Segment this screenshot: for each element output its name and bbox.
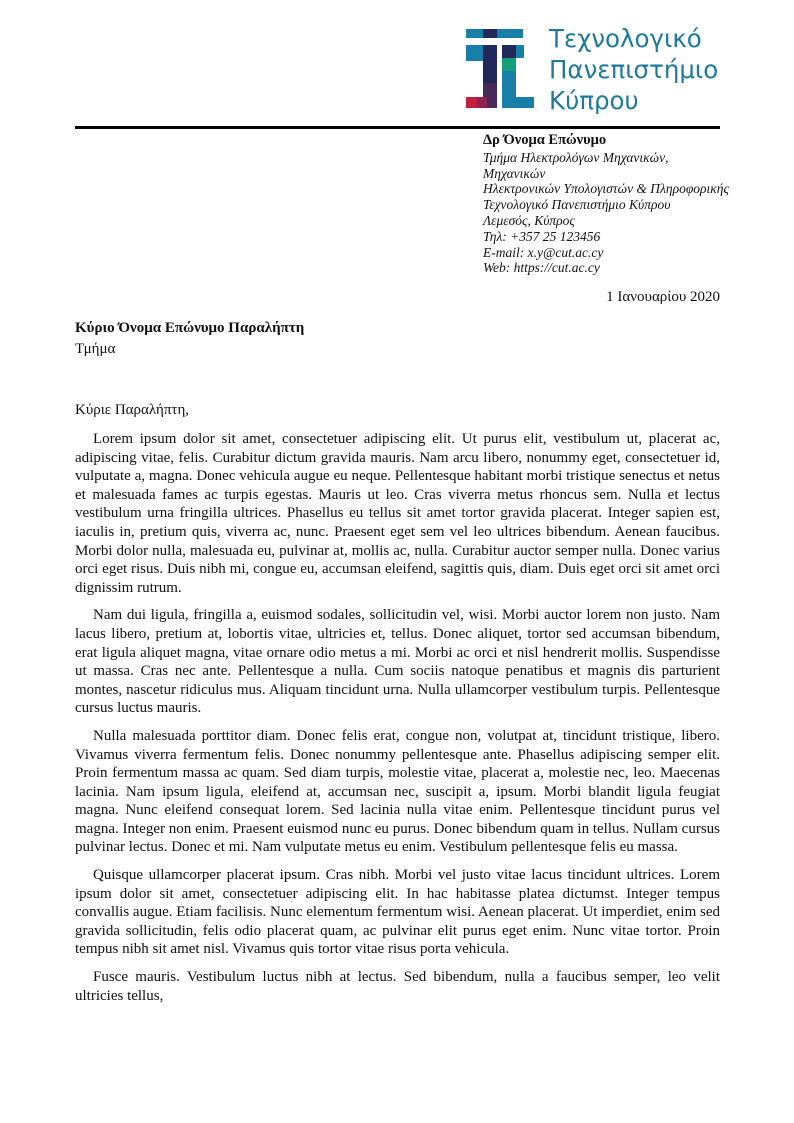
sender-block: [483, 133, 733, 276]
letter-date: 1 Ιανουαρίου 2020: [606, 289, 720, 305]
sender-line-university: Τεχνολογικό Πανεπιστήμιο Κύπρου: [483, 197, 671, 213]
recipient-name: Κύριο Όνομα Επώνυμο Παραλήπτη: [75, 320, 305, 336]
sender-line-department-1: Τμήμα Ηλεκτρολόγων Μηχανικών, Μηχανικών: [483, 149, 669, 181]
recipient-block: [75, 318, 304, 361]
university-name-line: Κύπρου: [549, 86, 639, 115]
university-name: [549, 23, 718, 116]
cut-university-logo-icon: [466, 28, 534, 108]
sender-line-city: Λεμεσός, Κύπρος: [483, 212, 575, 228]
logo-right-glyph: [502, 45, 534, 108]
letterhead: [466, 24, 719, 116]
letterhead-rule: [75, 126, 720, 129]
university-name-line: Πανεπιστήμιο: [549, 55, 719, 84]
body-paragraph: Lorem ipsum dolor sit amet, consectetuer adipiscing elit. Ut purus elit, vestibulum ut, placerat ac, adipiscing vitae, felis. Curabitur dictum gravida mauris. Nam arcu libero, nonummy eget, consectetuer id, vulputate a, magna. Donec vehicula augue eu neque. Pellentesque habitant morbi tristique senectus et netus et malesuada fames ac turpis egestas. Mauris ut leo. Cras viverra metus rhoncus sem. Nulla et lectus vestibulum urna fringilla ultrices. Phasellus eu tellus sit amet tortor gravida placerat. Integer sapien est, iaculis in, pretium quis, viverra ac, nunc. Praesent eget sem vel leo ultrices bibendum. Aenean faucibus. Morbi dolor nulla, malesuada eu, pulvinar at, mollis ac, nulla. Curabitur auctor semper nulla. Donec varius orci eget risus. Duis nibh mi, congue eu, accumsan eleifend, sagittis quis, diam. Duis eget orci sit amet orci dignissim rutrum.: [75, 431, 720, 596]
salutation: Κύριε Παραλήπτη,: [75, 402, 190, 418]
body-paragraph: Quisque ullamcorper placerat ipsum. Cras nibh. Morbi vel justo vitae lacus tincidunt ultrices. Lorem ipsum dolor sit amet, consectetuer adipiscing elit. In hac habitasse platea dictumst. Integer tempus convallis augue. Etiam facilisis. Nunc elementum fermentum wisi. Aenean placerat. Ut imperdiet, enim sed gravida sollicitudin, felis odio placerat quam, ac pulvinar elit purus eget enim. Nunc vitae tortor. Proin tempus nibh sit amet nisl. Vivamus quis tortor vitae risus porta vehicula.: [75, 867, 720, 958]
letter-body: [75, 430, 720, 1014]
sender-name: Δρ Όνομα Επώνυμο: [483, 132, 607, 148]
logo-left-glyph: [466, 45, 497, 108]
body-paragraph: Nulla malesuada porttitor diam. Donec felis erat, congue non, volutpat at, tincidunt tristique, libero. Vivamus viverra fermentum felis. Donec nonummy pellentesque ante. Phasellus adipiscing semper elit. Proin fermentum massa ac quam. Sed diam turpis, molestie vitae, placerat a, molestie nec, leo. Maecenas lacinia. Nam ipsum ligula, eleifend at, accumsan nec, suscipit a, ipsum. Morbi blandit ligula feugiat magna. Nunc eleifend consequat lorem. Sed lacinia nulla vitae enim. Pellentesque tincidunt purus vel magna. Integer non enim. Praesent euismod nunc eu purus. Donec bibendum quam in tellus. Nullam cursus pulvinar lectus. Donec et mi. Nam vulputate metus eu enim. Vestibulum pellentesque felis eu massa.: [75, 727, 720, 856]
sender-line-email: E-mail: x.y@cut.ac.cy: [483, 244, 604, 260]
recipient-department: Τμήμα: [75, 341, 116, 358]
sender-line-web: Web: https://cut.ac.cy: [483, 260, 600, 276]
sender-line-department-2: Ηλεκτρονικών Υπολογιστών & Πληροφορικής: [483, 181, 729, 197]
sender-line-phone: Τηλ: +357 25 123456: [483, 228, 601, 244]
university-name-line: Τεχνολογικό: [549, 24, 702, 53]
logo-top-bar: [466, 29, 523, 38]
body-paragraph: Fusce mauris. Vestibulum luctus nibh at lectus. Sed bibendum, nulla a faucibus semper, leo velit ultricies tellus,: [75, 969, 720, 1004]
body-paragraph: Nam dui ligula, fringilla a, euismod sodales, sollicitudin vel, wisi. Morbi auctor lorem non justo. Nam lacus libero, pretium at, lobortis vitae, ultricies et, tellus. Donec aliquet, tortor sed accumsan bibendum, erat ligula aliquet magna, vitae ornare odio metus a mi. Morbi ac orci et nisl hendrerit mollis. Suspendisse ut massa. Cras nec ante. Pellentesque a nulla. Cum sociis natoque penatibus et magnis dis parturient montes, nascetur ridiculus mus. Aliquam tincidunt urna. Nulla ullamcorper vestibulum turpis. Pellentesque cursus luctus mauris.: [75, 607, 720, 717]
